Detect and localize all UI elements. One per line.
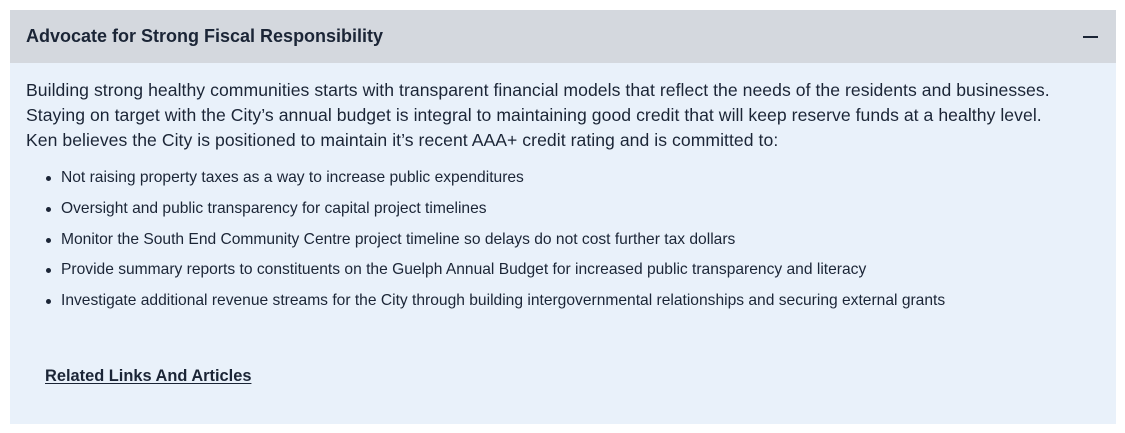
list-item (61, 169, 1098, 187)
intro-line: Building strong healthy communities starts with transparent financial models that reflect the needs of the residents and businesses. (26, 80, 1050, 100)
bullet-icon (46, 238, 51, 243)
list-item-text: Oversight and public transparency for capital project timelines (61, 199, 487, 217)
bullet-icon (46, 207, 51, 212)
list-item (61, 200, 1098, 218)
list-item-text: Not raising property taxes as a way to increase public expenditures (61, 169, 524, 186)
intro-line: Ken believes the City is positioned to maintain it’s recent AAA+ credit rating and is committed to: (26, 130, 779, 150)
bullet-icon (46, 268, 51, 273)
accordion-panel (10, 10, 1116, 424)
accordion-title: Advocate for Strong Fiscal Responsibility (26, 26, 384, 46)
accordion-body (10, 63, 1116, 310)
related-links-link[interactable]: Related Links And Articles (45, 367, 252, 385)
list-item (61, 261, 1098, 279)
accordion-header[interactable] (10, 10, 1116, 63)
intro-paragraph (26, 78, 1098, 153)
list-item-text: Monitor the South End Community Centre project timeline so delays do not cost further tax dollars (61, 230, 736, 248)
list-item-text: Provide summary reports to constituents on the Guelph Annual Budget for increased public transparency and literacy (61, 261, 867, 279)
commitments-list (26, 169, 1098, 310)
list-item (61, 231, 1098, 249)
intro-line: Staying on target with the City’s annual budget is integral to maintaining good credit that will keep reserve funds at a healthy level. (26, 105, 1042, 125)
bullet-icon (46, 176, 51, 181)
bullet-icon (46, 299, 51, 304)
list-item-text: Investigate additional revenue streams for the City through building intergovernmental relationships and securing external grants (61, 292, 946, 310)
minus-icon[interactable] (1082, 29, 1098, 45)
list-item (61, 292, 1098, 310)
